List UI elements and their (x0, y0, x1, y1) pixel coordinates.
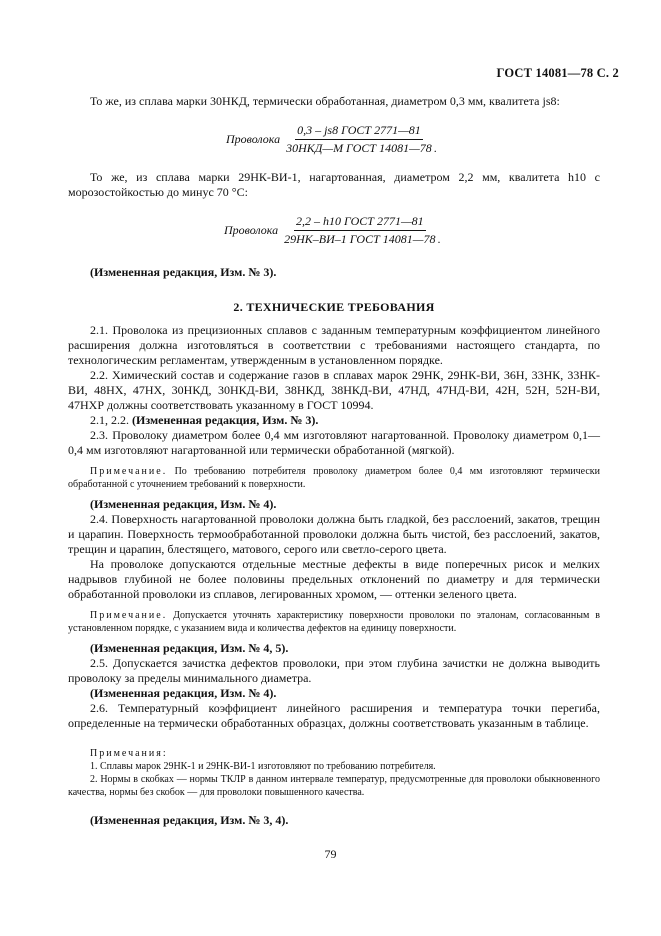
clause-2-4: 2.4. Поверхность нагартованной проволоки должна быть гладкой, без расслоений, закатов, трещин и царапин. Поверхность термообработанной проволоки должна быть чистой, без расслоений, закатов, трещин и царапин, блестящего, матового, серого или светло-серого цвета. (68, 512, 600, 556)
designation-formula-2: Проволока $\frac{\text{2,2 – h10 ГОСТ 2771—81}}{\text{29НК–ВИ–1 ГОСТ 14081—78}}$ . (224, 214, 441, 246)
formula-fraction (284, 123, 434, 156)
amendment-note: (Измененная редакция, Изм. № 4). (90, 497, 277, 511)
formula-fraction (282, 214, 437, 247)
amendment-note: (Измененная редакция, Изм. № 3). (90, 265, 277, 279)
clause-2-6: 2.6. Температурный коэффициент линейного расширения и температура точки перегиба, определенные на термически обработанных образцах, должны соответствовать указанным в таблице. (68, 701, 600, 730)
page-content (68, 88, 600, 828)
note-label: Примечание. (90, 466, 168, 477)
formula-denominator: 30НКД—М ГОСТ 14081—78 (286, 141, 432, 155)
note-text: По требованию потребителя проволоку диаметром более 0,4 мм изготовляют термически обработанной с уточнением требований к поверхности. (68, 466, 600, 490)
clause-2-5: 2.5. Допускается зачистка дефектов проволоки, при этом глубина зачистки не должна выводить проволоку за пределы минимального диаметра. (68, 656, 600, 685)
paragraph-variant-30nkd: То же, из сплава марки 30НКД, термически обработанная, диаметром 0,3 мм, квалитета js8: (90, 94, 560, 108)
formula-numerator: 2,2 – h10 ГОСТ 2771—81 (294, 214, 426, 231)
formula-label: Проволока (224, 223, 279, 237)
amendment-text: (Измененная редакция, Изм. № 3). (132, 413, 319, 427)
note-item-2: 2. Нормы в скобках — нормы ТКЛР в данном интервале температур, предусмотренные для проволоки обыкновенного качества, нормы без скобок — для проволоки повышенного качества. (68, 774, 600, 798)
amendment-note: (Измененная редакция, Изм. № 4). (90, 686, 277, 700)
page-number: 79 (324, 847, 337, 861)
paragraph-variant-29nk: То же, из сплава марки 29НК-ВИ-1, нагартованная, диаметром 2,2 мм, квалитета h10 с морозостойкостью до минус 70 °С: (68, 170, 600, 199)
formula-denominator: 29НК–ВИ–1 ГОСТ 14081—78 (284, 232, 436, 246)
amendment-note: (Измененная редакция, Изм. № 4, 5). (90, 641, 289, 655)
note-item-1: 1. Сплавы марок 29НК-1 и 29НК-ВИ-1 изготовляют по требованию потребителя. (90, 761, 436, 772)
amendment-note: (Измененная редакция, Изм. № 3, 4). (90, 813, 289, 827)
notes-label: Примечания: (90, 748, 168, 759)
running-header: ГОСТ 14081—78 С. 2 (496, 66, 619, 80)
note-label: Примечание. (90, 610, 168, 621)
formula-numerator: 0,3 – js8 ГОСТ 2771—81 (295, 123, 423, 140)
note-2-3 (68, 465, 600, 491)
amendment-note (68, 413, 600, 428)
section-title: 2. ТЕХНИЧЕСКИЕ ТРЕБОВАНИЯ (233, 300, 435, 314)
clause-2-4-defects: На проволоке допускаются отдельные местные дефекты в виде поперечных рисок и мелких надрывов глубиной не более половины предельных отклонений по диаметру и для термически обработанной проволоки из сплавов, легированных хромом, — оттенки зеленого цвета. (68, 557, 600, 601)
clause-2-1: 2.1. Проволока из прецизионных сплавов с заданным температурным коэффициентом линейного расширения должна изготовляться в соответствии с требованиями настоящего стандарта, по технологическим регламентам, утвержденным в установленном порядке. (68, 323, 600, 367)
note-2-4 (68, 609, 600, 635)
clause-2-3: 2.3. Проволоку диаметром более 0,4 мм изготовляют нагартованной. Проволоку диаметром 0,1—0,4 мм изготовляют нагартованной или термически обработанной (мягкой). (68, 428, 600, 457)
note-text: Допускается уточнять характеристику поверхности проволоки по эталонам, согласованным в установленном порядке, с указанием вида и количества дефектов на единицу поверхности. (68, 610, 600, 634)
formula-label: Проволока (226, 132, 281, 146)
designation-formula-1: Проволока $\frac{\text{0,3 – js8 ГОСТ 2771—81}}{\text{30НКД—М ГОСТ 14081—78}}$ . (226, 123, 437, 155)
amendment-prefix: 2.1, 2.2. (90, 413, 132, 427)
clause-2-2: 2.2. Химический состав и содержание газов в сплавах марок 29НК, 29НК-ВИ, 36Н, 33НК, 33НК-ВИ, 48НХ, 47НХ, 30НКД, 30НКД-ВИ, 38НКД, 38НКД-ВИ, 47НД, 47НД-ВИ, 42Н, 52Н, 52Н-ВИ, 47НХР должны соответствовать указанному в ГОСТ 10994. (68, 368, 600, 412)
